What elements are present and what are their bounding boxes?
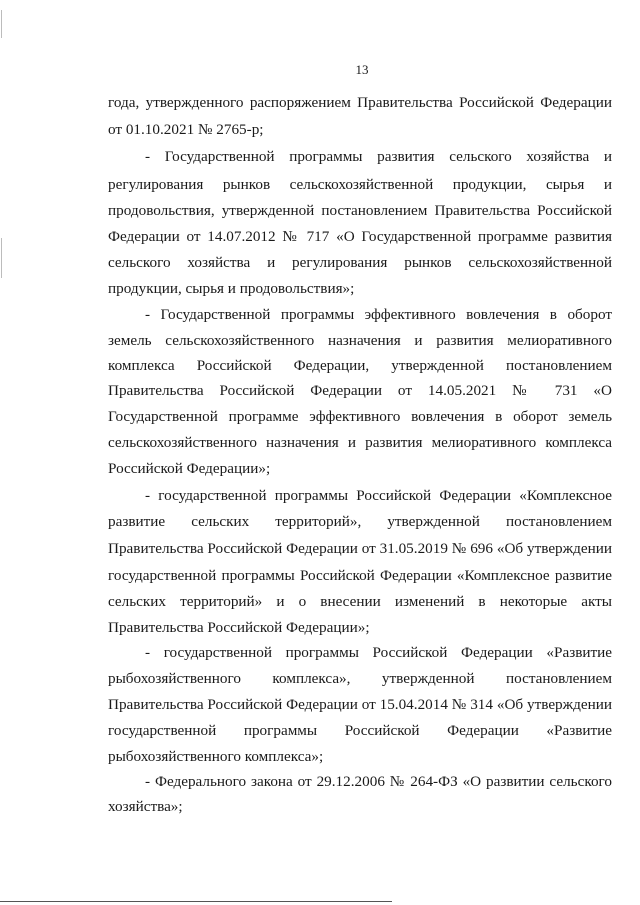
- text-line: Российской Федерации»;: [108, 460, 271, 477]
- text-line: сельскохозяйственного назначения и развития мелиоративного комплекса: [108, 434, 612, 451]
- text-line: рыбохозяйственного комплекса», утвержденной постановлением: [108, 670, 612, 687]
- text-line: продукции, сырья и продовольствия»;: [108, 280, 355, 297]
- text-line: сельских территорий» и о внесении изменений в некоторые акты: [108, 593, 612, 610]
- text-line: - государственной программы Российской Федерации «Комплексное: [145, 487, 612, 504]
- text-line: - государственной программы Российской Федерации «Развитие: [145, 644, 612, 661]
- text-line: государственной программы Российской Федерации «Комплексное развитие: [108, 567, 612, 584]
- text-line: хозяйства»;: [108, 798, 183, 815]
- text-line: регулирования рынков сельскохозяйственной продукции, сырья и: [108, 176, 612, 193]
- text-line: Правительства Российской Федерации»;: [108, 619, 370, 636]
- text-line: рыбохозяйственного комплекса»;: [108, 748, 324, 765]
- text-line: государственной программы Российской Федерации «Развитие: [108, 722, 612, 739]
- text-line: сельского хозяйства и регулирования рынков сельскохозяйственной: [108, 254, 612, 271]
- scan-edge-mark: [1, 238, 2, 278]
- text-line: года, утвержденного распоряжением Правительства Российской Федерации: [108, 94, 612, 111]
- scan-bottom-edge: [0, 901, 392, 902]
- text-line: - Федерального закона от 29.12.2006 № 264-ФЗ «О развитии сельского: [145, 773, 612, 790]
- text-line: развитие сельских территорий», утвержденной постановлением: [108, 513, 612, 530]
- text-line: Правительства Российской Федерации от 14.05.2021 № 731 «О: [108, 382, 612, 399]
- text-line: Правительства Российской Федерации от 31.05.2019 № 696 «Об утверждении: [108, 540, 612, 557]
- text-line: Правительства Российской Федерации от 15.04.2014 № 314 «Об утверждении: [108, 696, 612, 713]
- text-line: Государственной программе эффективного вовлечения в оборот земель: [108, 408, 612, 425]
- scan-edge-mark: [1, 10, 2, 38]
- text-line: от 01.10.2021 № 2765-р;: [108, 121, 264, 138]
- text-line: земель сельскохозяйственного назначения и развития мелиоративного: [108, 332, 612, 349]
- page-number: 13: [355, 62, 369, 77]
- text-line: - Государственной программы развития сельского хозяйства и: [145, 148, 612, 165]
- text-line: Федерации от 14.07.2012 № 717 «О Государственной программе развития: [108, 228, 612, 245]
- text-line: продовольствия, утвержденной постановлением Правительства Российской: [108, 202, 612, 219]
- text-line: комплекса Российской Федерации, утвержденной постановлением: [108, 357, 612, 374]
- text-line: - Государственной программы эффективного вовлечения в оборот: [145, 306, 612, 323]
